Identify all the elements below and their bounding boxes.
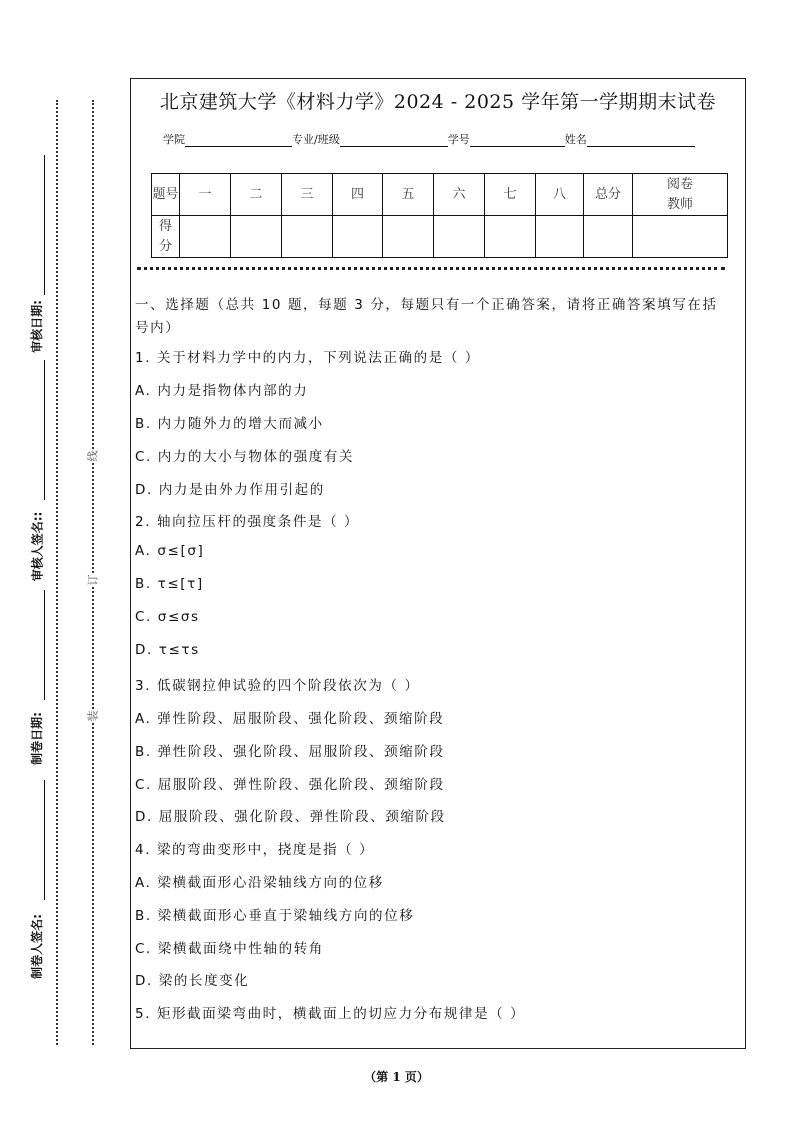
name-label: 姓名 bbox=[564, 133, 587, 146]
option: C. 内力的大小与物体的强度有关 bbox=[135, 449, 355, 465]
option: A. 梁横截面形心沿梁轴线方向的位移 bbox=[135, 875, 384, 891]
option: A. σ≤[σ] bbox=[135, 543, 205, 559]
college-label: 学院 bbox=[163, 133, 185, 146]
major-class-label: 专业/班级 bbox=[292, 133, 340, 146]
option: B. 弹性阶段、强化阶段、屈服阶段、颈缩阶段 bbox=[135, 744, 445, 760]
score-cell[interactable] bbox=[633, 216, 728, 258]
question-stem: 3. 低碳钢拉伸试验的四个阶段依次为（ ） bbox=[135, 678, 420, 694]
score-table-header-row bbox=[152, 174, 728, 216]
header-cell: 四 bbox=[333, 174, 383, 216]
student-id-label: 学号 bbox=[447, 133, 470, 146]
header-cell: 一 bbox=[180, 174, 231, 216]
header-cell: 题号 bbox=[152, 174, 180, 216]
binding-mark-bind: 装 bbox=[86, 710, 100, 722]
question-stem: 4. 梁的弯曲变形中，挠度是指（ ） bbox=[135, 842, 375, 858]
review-date-line bbox=[44, 155, 45, 295]
score-table bbox=[151, 173, 728, 258]
score-cell[interactable] bbox=[434, 216, 485, 258]
binding-dotted-line-outer bbox=[56, 100, 58, 1045]
option: D. 屈服阶段、强化阶段、弹性阶段、颈缩阶段 bbox=[135, 809, 446, 825]
score-cell[interactable] bbox=[231, 216, 282, 258]
score-row-label: 得分 bbox=[152, 216, 180, 258]
option: C. 梁横截面绕中性轴的转角 bbox=[135, 941, 324, 957]
option: D. 内力是由外力作用引起的 bbox=[135, 482, 325, 498]
section-divider bbox=[137, 267, 725, 270]
header-cell: 七 bbox=[485, 174, 536, 216]
header-cell: 阅卷教师 bbox=[633, 174, 728, 216]
page-number: （第 1 页） bbox=[364, 1070, 429, 1084]
prepare-date-label: 制卷日期: bbox=[29, 712, 44, 765]
binding-mark-line: 线 bbox=[86, 450, 100, 462]
exam-title: 北京建筑大学《材料力学》2024 - 2025 学年第一学期期末试卷 bbox=[159, 91, 717, 113]
reviewer-signature-line bbox=[44, 360, 45, 500]
option: D. 梁的长度变化 bbox=[135, 973, 250, 989]
binding-mark-order: 订 bbox=[86, 574, 100, 586]
question-stem: 2. 轴向拉压杆的强度条件是（ ） bbox=[135, 514, 360, 530]
student-info-row bbox=[163, 131, 695, 147]
reviewer-signature-label: 审核人签名:: bbox=[30, 511, 45, 582]
student-id-field[interactable] bbox=[470, 133, 565, 147]
score-cell[interactable] bbox=[180, 216, 231, 258]
name-field[interactable] bbox=[587, 133, 695, 147]
preparer-signature-label: 制卷人签名: bbox=[29, 914, 44, 979]
score-cell[interactable] bbox=[383, 216, 434, 258]
section-heading-cont: 号内） bbox=[135, 320, 181, 336]
score-cell[interactable] bbox=[536, 216, 584, 258]
header-cell: 五 bbox=[383, 174, 434, 216]
score-cell[interactable] bbox=[584, 216, 633, 258]
option: B. τ≤[τ] bbox=[135, 576, 204, 592]
option: B. 梁横截面形心垂直于梁轴线方向的位移 bbox=[135, 908, 415, 924]
option: A. 内力是指物体内部的力 bbox=[135, 383, 309, 399]
score-table-score-row bbox=[152, 216, 728, 258]
major-class-field[interactable] bbox=[340, 133, 448, 147]
header-cell: 八 bbox=[536, 174, 584, 216]
binding-dotted-line-inner bbox=[92, 100, 94, 1045]
option: D. τ≤τs bbox=[135, 642, 200, 658]
score-cell[interactable] bbox=[333, 216, 383, 258]
preparer-signature-line bbox=[44, 780, 45, 900]
option: B. 内力随外力的增大而减小 bbox=[135, 416, 324, 432]
prepare-date-line bbox=[44, 590, 45, 700]
header-cell: 三 bbox=[282, 174, 333, 216]
header-cell: 二 bbox=[231, 174, 282, 216]
header-cell: 总分 bbox=[584, 174, 633, 216]
section-heading: 一、选择题（总共 10 题，每题 3 分，每题只有一个正确答案，请将正确答案填写在括 bbox=[135, 297, 718, 313]
option: C. σ≤σs bbox=[135, 609, 200, 625]
score-cell[interactable] bbox=[282, 216, 333, 258]
header-cell: 六 bbox=[434, 174, 485, 216]
score-cell[interactable] bbox=[485, 216, 536, 258]
option: C. 屈服阶段、弹性阶段、强化阶段、颈缩阶段 bbox=[135, 777, 445, 793]
option: A. 弹性阶段、屈服阶段、强化阶段、颈缩阶段 bbox=[135, 711, 445, 727]
question-stem: 1. 关于材料力学中的内力，下列说法正确的是（ ） bbox=[135, 350, 480, 366]
review-date-label: 审核日期: bbox=[29, 300, 44, 353]
question-stem: 5. 矩形截面梁弯曲时，横截面上的切应力分布规律是（ ） bbox=[135, 1006, 526, 1022]
college-field[interactable] bbox=[185, 133, 292, 147]
